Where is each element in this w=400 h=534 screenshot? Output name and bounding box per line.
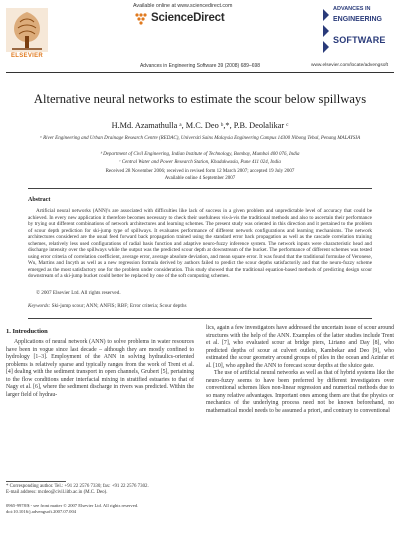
elsevier-tree-logo bbox=[6, 8, 48, 52]
abstract-bottom-rule bbox=[28, 318, 372, 319]
section-heading-introduction: 1. Introduction bbox=[6, 328, 48, 335]
keywords-values: Ski-jump scour; ANN; ANFIS; RBF; Error criteria; Scour depths bbox=[51, 303, 187, 309]
journal-logo-line-3: SOFTWARE bbox=[333, 35, 386, 45]
footnote-rule bbox=[6, 481, 66, 482]
header-rule bbox=[6, 72, 394, 73]
corresponding-author-note: * Corresponding author. Tel.: +91 22 2576 7330; fax: +91 22 2576 7302. bbox=[6, 484, 149, 489]
abstract-top-rule bbox=[28, 188, 372, 189]
sciencedirect-brand: ScienceDirect bbox=[151, 12, 225, 24]
sciencedirect-icon bbox=[134, 12, 148, 26]
body-right-column bbox=[206, 325, 394, 416]
journal-url[interactable]: www.elsevier.com/locate/advengsoft bbox=[311, 63, 389, 68]
article-identifiers bbox=[6, 503, 206, 515]
footnote bbox=[6, 484, 196, 497]
keywords-line bbox=[28, 303, 372, 309]
author-list: H.Md. Azamathulla ᵃ, M.C. Deo ᵇ,*, P.B. Deolalikar ᶜ bbox=[111, 121, 289, 130]
publisher-name: ELSEVIER bbox=[10, 53, 44, 59]
right-paragraph-1: lics, again a few investigators have addressed the uncertain issue of scour around structures with the help of the ANN. Examples of the latter studies include Trent et al. [7], who evaluated scour at bridge piers, Liriano and Day [8], who predicted depths of scour at culvert outlets, Kambekar and Deo [9], who estimated the scour geometry around groups of piles in the ocean and Azinfar et al. [10], who applied the ANN to forecast scour depths at the sluice gate. bbox=[206, 325, 394, 369]
affiliation-c: ᶜ Central Water and Power Research Station, Khadakwasla, Pune 411 024, India bbox=[119, 160, 281, 165]
journal-citation: Advances in Engineering Software 39 (2008) 689–698 bbox=[139, 63, 261, 69]
journal-logo-line-1: ADVANCES IN bbox=[333, 6, 371, 12]
abstract-heading: Abstract bbox=[28, 197, 51, 203]
copyright-line: © 2007 Elsevier Ltd. All rights reserved. bbox=[36, 290, 121, 296]
available-online-date: Available online 4 September 2007 bbox=[164, 176, 236, 181]
received-dates: Received 28 November 2006; received in revised form 12 March 2007; accepted 19 July 2007 bbox=[105, 169, 295, 174]
available-online-note: Available online at www.sciencedirect.com bbox=[133, 3, 233, 9]
affiliation-b: ᵇ Department of Civil Engineering, Indian Institute of Technology, Bombay, Mumbai 400 076, India bbox=[100, 152, 300, 157]
journal-logo-line-2: ENGINEERING bbox=[333, 16, 383, 23]
body-left-column: Applications of neural network (ANN) to solve problems in water resources have been in vogue since last decade – although they are mostly confined to hydrology [1–3]. Employment of the ANN in solving hydraulics-oriented problems is relatively sparse and typically ranges from the work of Trent et al. [4] dealing with the sediment transport in open channels, Grubert [5], pertaining to the flow conditions under interfacial mixing in stratified estuaries to that of Nagy et al. [6], where the sediment discharge in rivers was predicted. Within the larger field of hydrau- bbox=[6, 339, 194, 398]
keywords-label: Keywords: bbox=[28, 303, 51, 309]
affiliation-a: ᵃ River Engineering and Urban Drainage Research Centre (REDAC), Universiti Sains Malaysia Engineering Campus 14300 Nibong Tebal, Penang MALAYSIA bbox=[39, 136, 361, 141]
issn-line: 0965-9978/$ - see front matter © 2007 Elsevier Ltd. All rights reserved. bbox=[6, 503, 139, 508]
doi-line[interactable]: doi:10.1016/j.advengsoft.2007.07.004 bbox=[6, 509, 77, 514]
abstract-text: Artificial neural networks (ANN)'s are associated with difficulties like lack of success in a given problem and unpredictable level of accuracy that could be achieved. In every new application it therefore becomes necessary to check their usefulness vis-à-vis the traditional methods and also to ascertain their performance by trying out different combinations of network architectures and learning schemes. The present study was oriented in this direction and it pertained to the problem of scour depth prediction for ski-jump type of spillways. It evaluates performance of different network configurations and learning mechanisms. The network architectures considered are the usual feed forward back propagation trained using the standard error back propagation as well as the cascade correlation training schemes, relatively less used configurations of radial basis function and adaptive neuro-fuzzy inference system. The network inputs were characteristic head and discharge intensity over the spillways while the output was the predicted scour depth at downstream of the bucket. The performance of different schemes was tested using error criteria of correlation coefficient, average error, average absolute deviation, and mean square error. It was found that the traditional formulae of Veronese, Wu, Martins and Incyth as well as a new regression formula derived by authors failed to predict the scour depths satisfactorily and that the neuro-fuzzy scheme emerged as the most satisfactory one for the problem under consideration. This study showed that the traditional equation-based methods of predicting design scour downstream of a ski-jump bucket could better be replaced by one of the soft computing schemes. bbox=[28, 208, 372, 280]
article-title: Alternative neural networks to estimate the scour below spillways bbox=[33, 92, 367, 106]
email-note[interactable]: E-mail address: mcdeo@civil.iitb.ac.in (M.C. Deo). bbox=[6, 490, 108, 496]
right-paragraph-2: The use of artificial neural networks as well as that of hybrid systems like the neuro-fuzzy seems to have been preferred by different investigators over conventional schemes likes non-linear regression and numerical methods due to so many relative advantages. Important ones among them are that the physics or mechanics of the underlying process need not be known beforehand, no mathematical model needs to be assumed a priori, and contrary to conventional bbox=[206, 370, 394, 415]
